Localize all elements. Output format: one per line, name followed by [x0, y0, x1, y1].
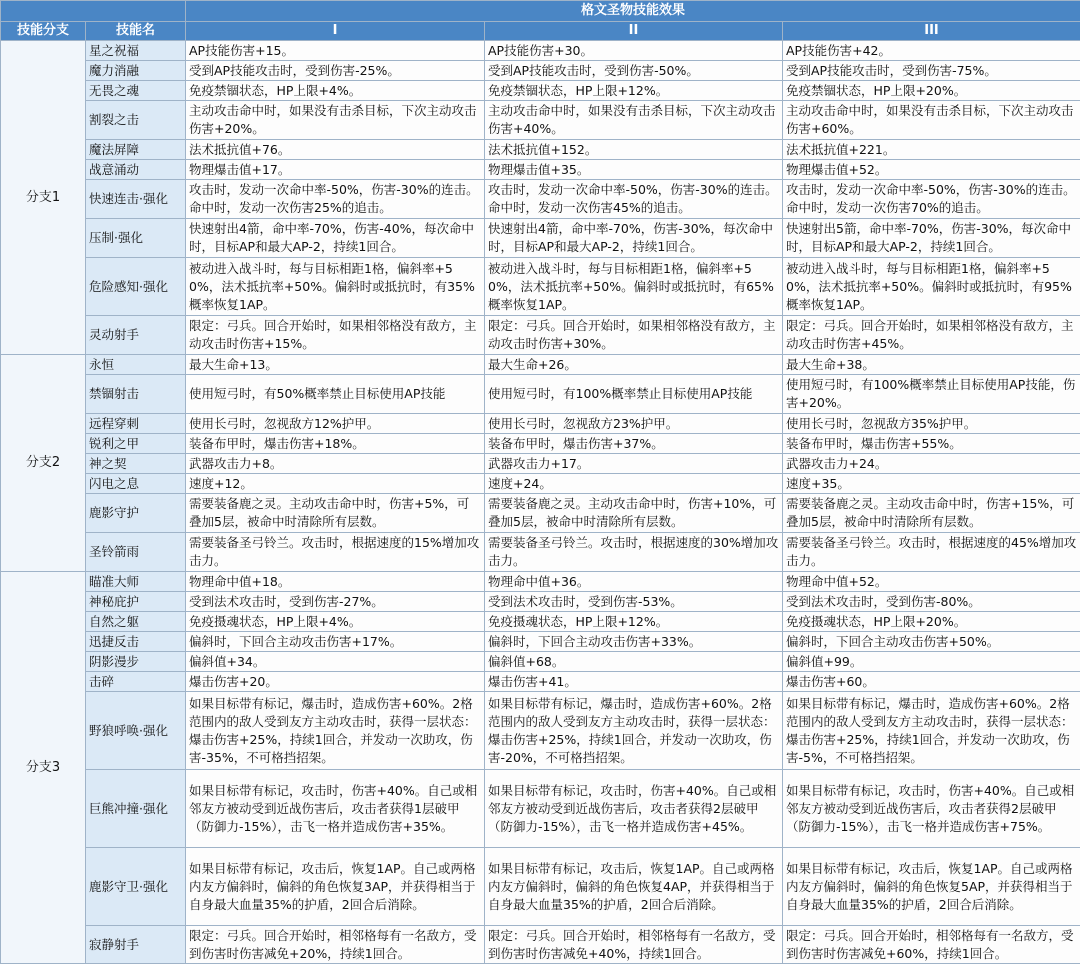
skill-name: 星之祝福: [86, 41, 186, 61]
effect-level-2: 需要装备鹿之灵。主动攻击命中时，伤害+10%，可叠加5层，被命中时清除所有层数。: [485, 494, 783, 533]
effect-level-1: AP技能伤害+15。: [186, 41, 485, 61]
skill-name: 无畏之魂: [86, 81, 186, 101]
skill-name: 神秘庇护: [86, 592, 186, 612]
effect-level-2: 最大生命+26。: [485, 355, 783, 375]
skill-name: 圣铃箭雨: [86, 533, 186, 572]
effect-level-1: 使用长弓时，忽视敌方12%护甲。: [186, 414, 485, 434]
table-row: [1, 180, 1080, 219]
effect-level-3: 攻击时，发动一次命中率-50%，伤害-30%的连击。命中时，发动一次伤害70%的追击。: [783, 180, 1080, 219]
effect-level-1: 物理爆击值+17。: [186, 160, 485, 180]
table-row: [1, 41, 1080, 61]
skill-name: 魔力消融: [86, 61, 186, 81]
skill-name: 击碎: [86, 672, 186, 692]
effect-level-3: 爆击伤害+60。: [783, 672, 1080, 692]
effect-level-3: AP技能伤害+42。: [783, 41, 1080, 61]
table-row: [1, 692, 1080, 770]
header-level-2: II: [485, 22, 783, 41]
effect-level-3: 需要装备圣弓铃兰。攻击时，根据速度的45%增加攻击力。: [783, 533, 1080, 572]
table-row: [1, 81, 1080, 101]
effect-level-1: 爆击伤害+20。: [186, 672, 485, 692]
effect-level-1: 武器攻击力+8。: [186, 454, 485, 474]
table-row: [1, 316, 1080, 355]
effect-level-2: 快速射出4箭，命中率-70%，伤害-30%，每次命中时，目标AP和最大AP-2，持续1回合。: [485, 219, 783, 258]
table-body: [1, 41, 1080, 964]
effect-level-3: 免疫禁锢状态，HP上限+20%。: [783, 81, 1080, 101]
table-row: [1, 572, 1080, 592]
effect-level-1: 主动攻击命中时，如果没有击杀目标，下次主动攻击伤害+20%。: [186, 101, 485, 140]
effect-level-2: 物理命中值+36。: [485, 572, 783, 592]
table-row: [1, 652, 1080, 672]
effect-level-3: 受到法术攻击时，受到伤害-80%。: [783, 592, 1080, 612]
effect-level-1: 如果目标带有标记，攻击后，恢复1AP。自己或两格内友方偏斜时，偏斜的角色恢复3AP，并获得相当于自身最大血量35%的护盾，2回合后消除。: [186, 848, 485, 926]
skill-name: 战意涌动: [86, 160, 186, 180]
effect-level-3: 限定：弓兵。回合开始时，相邻格每有一名敌方，受到伤害时伤害减免+60%，持续1回合。: [783, 926, 1080, 964]
table-row: [1, 592, 1080, 612]
effect-level-3: 如果目标带有标记，爆击时，造成伤害+60%。2格范围内的敌人受到友方主动攻击时，获得一层状态：爆击伤害+25%，持续1回合，并发动一次助攻，伤害-5%，不可格挡招架。: [783, 692, 1080, 770]
effect-level-3: 法术抵抗值+221。: [783, 140, 1080, 160]
skill-name: 自然之躯: [86, 612, 186, 632]
effect-level-1: 限定：弓兵。回合开始时，如果相邻格没有敌方，主动攻击时伤害+15%。: [186, 316, 485, 355]
skill-name: 神之契: [86, 454, 186, 474]
effect-level-3: 限定：弓兵。回合开始时，如果相邻格没有敌方，主动攻击时伤害+45%。: [783, 316, 1080, 355]
effect-level-1: 速度+12。: [186, 474, 485, 494]
effect-level-3: 如果目标带有标记，攻击后，恢复1AP。自己或两格内友方偏斜时，偏斜的角色恢复5AP，并获得相当于自身最大血量35%的护盾，2回合后消除。: [783, 848, 1080, 926]
table-row: [1, 533, 1080, 572]
effect-level-1: 最大生命+13。: [186, 355, 485, 375]
effect-level-3: 被动进入战斗时，每与目标相距1格，偏斜率+50%，法术抵抗率+50%。偏斜时或抵抗时，有95%概率恢复1AP。: [783, 258, 1080, 316]
branch-cell: 分支1: [1, 41, 86, 355]
effect-level-2: 武器攻击力+17。: [485, 454, 783, 474]
effect-level-3: 快速射出5箭，命中率-70%，伤害-30%，每次命中时，目标AP和最大AP-2，持续1回合。: [783, 219, 1080, 258]
effect-level-2: 物理爆击值+35。: [485, 160, 783, 180]
table-row: [1, 160, 1080, 180]
effect-level-2: 攻击时，发动一次命中率-50%，伤害-30%的连击。命中时，发动一次伤害45%的追击。: [485, 180, 783, 219]
effect-level-3: 使用短弓时，有100%概率禁止目标使用AP技能，伤害+20%。: [783, 375, 1080, 414]
skill-name: 快速连击·强化: [86, 180, 186, 219]
header-branch: 技能分支: [1, 22, 86, 41]
effect-level-3: 主动攻击命中时，如果没有击杀目标，下次主动攻击伤害+60%。: [783, 101, 1080, 140]
effect-level-1: 法术抵抗值+76。: [186, 140, 485, 160]
effect-level-1: 需要装备圣弓铃兰。攻击时，根据速度的15%增加攻击力。: [186, 533, 485, 572]
effect-level-2: 使用长弓时，忽视敌方23%护甲。: [485, 414, 783, 434]
skill-name: 魔法屏障: [86, 140, 186, 160]
effect-level-2: 主动攻击命中时，如果没有击杀目标，下次主动攻击伤害+40%。: [485, 101, 783, 140]
effect-level-2: 偏斜值+68。: [485, 652, 783, 672]
skill-name: 压制·强化: [86, 219, 186, 258]
effect-level-3: 受到AP技能攻击时，受到伤害-75%。: [783, 61, 1080, 81]
skill-name: 危险感知·强化: [86, 258, 186, 316]
effect-level-2: AP技能伤害+30。: [485, 41, 783, 61]
skill-name: 远程穿刺: [86, 414, 186, 434]
effect-level-3: 使用长弓时，忽视敌方35%护甲。: [783, 414, 1080, 434]
effect-level-3: 偏斜时，下回合主动攻击伤害+50%。: [783, 632, 1080, 652]
table-row: [1, 848, 1080, 926]
effect-level-3: 最大生命+38。: [783, 355, 1080, 375]
effect-level-1: 免疫禁锢状态，HP上限+4%。: [186, 81, 485, 101]
effect-level-3: 武器攻击力+24。: [783, 454, 1080, 474]
table-row: [1, 258, 1080, 316]
skill-name: 永恒: [86, 355, 186, 375]
table-row: [1, 474, 1080, 494]
effect-level-2: 如果目标带有标记，攻击后，恢复1AP。自己或两格内友方偏斜时，偏斜的角色恢复4AP，并获得相当于自身最大血量35%的护盾，2回合后消除。: [485, 848, 783, 926]
skill-name: 阴影漫步: [86, 652, 186, 672]
effect-level-2: 限定：弓兵。回合开始时，相邻格每有一名敌方，受到伤害时伤害减免+40%，持续1回合。: [485, 926, 783, 964]
effect-level-1: 使用短弓时，有50%概率禁止目标使用AP技能: [186, 375, 485, 414]
effect-level-2: 被动进入战斗时，每与目标相距1格，偏斜率+50%，法术抵抗率+50%。偏斜时或抵抗时，有65%概率恢复1AP。: [485, 258, 783, 316]
skill-name: 锐利之甲: [86, 434, 186, 454]
effect-level-2: 使用短弓时，有100%概率禁止目标使用AP技能: [485, 375, 783, 414]
effect-level-1: 偏斜值+34。: [186, 652, 485, 672]
effect-level-1: 免疫摄魂状态，HP上限+4%。: [186, 612, 485, 632]
effect-level-1: 需要装备鹿之灵。主动攻击命中时，伤害+5%，可叠加5层，被命中时清除所有层数。: [186, 494, 485, 533]
effect-level-3: 速度+35。: [783, 474, 1080, 494]
table-row: [1, 926, 1080, 964]
table-row: [1, 672, 1080, 692]
effect-level-2: 速度+24。: [485, 474, 783, 494]
skill-name: 迅捷反击: [86, 632, 186, 652]
effect-level-1: 快速射出4箭，命中率-70%，伤害-40%，每次命中时，目标AP和最大AP-2，持续1回合。: [186, 219, 485, 258]
skill-name: 割裂之击: [86, 101, 186, 140]
effect-level-2: 受到AP技能攻击时，受到伤害-50%。: [485, 61, 783, 81]
effect-level-3: 偏斜值+99。: [783, 652, 1080, 672]
effect-level-1: 受到AP技能攻击时，受到伤害-25%。: [186, 61, 485, 81]
effect-level-1: 物理命中值+18。: [186, 572, 485, 592]
effect-level-2: 如果目标带有标记，攻击时，伤害+40%。自己或相邻友方被动受到近战伤害后，攻击者获得2层破甲（防御力-15%），击飞一格并造成伤害+45%。: [485, 770, 783, 848]
branch-cell: 分支3: [1, 572, 86, 964]
table-row: [1, 632, 1080, 652]
table-row: [1, 434, 1080, 454]
title-spacer: [1, 1, 186, 22]
effect-level-1: 装备布甲时，爆击伤害+18%。: [186, 434, 485, 454]
skill-name: 灵动射手: [86, 316, 186, 355]
effect-level-3: 物理命中值+52。: [783, 572, 1080, 592]
effect-level-1: 限定：弓兵。回合开始时，相邻格每有一名敌方，受到伤害时伤害减免+20%，持续1回合。: [186, 926, 485, 964]
skill-name: 瞄准大师: [86, 572, 186, 592]
branch-cell: 分支2: [1, 355, 86, 572]
header-level-3: III: [783, 22, 1080, 41]
table-row: [1, 219, 1080, 258]
table-row: [1, 355, 1080, 375]
skill-name: 巨熊冲撞·强化: [86, 770, 186, 848]
effect-level-3: 免疫摄魂状态，HP上限+20%。: [783, 612, 1080, 632]
table-row: [1, 140, 1080, 160]
table-row: [1, 454, 1080, 474]
effect-level-2: 需要装备圣弓铃兰。攻击时，根据速度的30%增加攻击力。: [485, 533, 783, 572]
skill-name: 禁锢射击: [86, 375, 186, 414]
skill-name: 鹿影守卫·强化: [86, 848, 186, 926]
table-row: [1, 375, 1080, 414]
header-skill: 技能名: [86, 22, 186, 41]
title-row: [1, 1, 1080, 22]
effect-level-3: 装备布甲时，爆击伤害+55%。: [783, 434, 1080, 454]
effect-level-1: 受到法术攻击时，受到伤害-27%。: [186, 592, 485, 612]
effect-level-1: 被动进入战斗时，每与目标相距1格，偏斜率+50%，法术抵抗率+50%。偏斜时或抵抗时，有35%概率恢复1AP。: [186, 258, 485, 316]
effect-level-3: 需要装备鹿之灵。主动攻击命中时，伤害+15%，可叠加5层，被命中时清除所有层数。: [783, 494, 1080, 533]
effect-level-2: 免疫禁锢状态，HP上限+12%。: [485, 81, 783, 101]
table-row: [1, 101, 1080, 140]
effect-level-2: 免疫摄魂状态，HP上限+12%。: [485, 612, 783, 632]
effect-level-2: 法术抵抗值+152。: [485, 140, 783, 160]
table-row: [1, 612, 1080, 632]
effect-level-1: 偏斜时，下回合主动攻击伤害+17%。: [186, 632, 485, 652]
effect-level-1: 攻击时，发动一次命中率-50%，伤害-30%的连击。命中时，发动一次伤害25%的追击。: [186, 180, 485, 219]
effect-level-2: 爆击伤害+41。: [485, 672, 783, 692]
header-row: [1, 22, 1080, 41]
effect-level-2: 受到法术攻击时，受到伤害-53%。: [485, 592, 783, 612]
header-level-1: I: [186, 22, 485, 41]
table-title: 格文圣物技能效果: [186, 1, 1080, 22]
skill-name: 寂静射手: [86, 926, 186, 964]
effect-level-1: 如果目标带有标记，爆击时，造成伤害+60%。2格范围内的敌人受到友方主动攻击时，获得一层状态：爆击伤害+25%，持续1回合，并发动一次助攻，伤害-35%，不可格挡招架。: [186, 692, 485, 770]
table-row: [1, 61, 1080, 81]
table-row: [1, 770, 1080, 848]
effect-level-2: 装备布甲时，爆击伤害+37%。: [485, 434, 783, 454]
effect-level-2: 偏斜时，下回合主动攻击伤害+33%。: [485, 632, 783, 652]
table-row: [1, 494, 1080, 533]
effect-level-2: 限定：弓兵。回合开始时，如果相邻格没有敌方，主动攻击时伤害+30%。: [485, 316, 783, 355]
skill-name: 闪电之息: [86, 474, 186, 494]
skill-name: 野狼呼唤·强化: [86, 692, 186, 770]
effect-level-3: 如果目标带有标记，攻击时，伤害+40%。自己或相邻友方被动受到近战伤害后，攻击者获得2层破甲（防御力-15%），击飞一格并造成伤害+75%。: [783, 770, 1080, 848]
effect-level-2: 如果目标带有标记，爆击时，造成伤害+60%。2格范围内的敌人受到友方主动攻击时，获得一层状态：爆击伤害+25%，持续1回合，并发动一次助攻，伤害-20%，不可格挡招架。: [485, 692, 783, 770]
effect-level-3: 物理爆击值+52。: [783, 160, 1080, 180]
skill-name: 鹿影守护: [86, 494, 186, 533]
table-row: [1, 414, 1080, 434]
effect-level-1: 如果目标带有标记，攻击时，伤害+40%。自己或相邻友方被动受到近战伤害后，攻击者获得1层破甲（防御力-15%），击飞一格并造成伤害+35%。: [186, 770, 485, 848]
